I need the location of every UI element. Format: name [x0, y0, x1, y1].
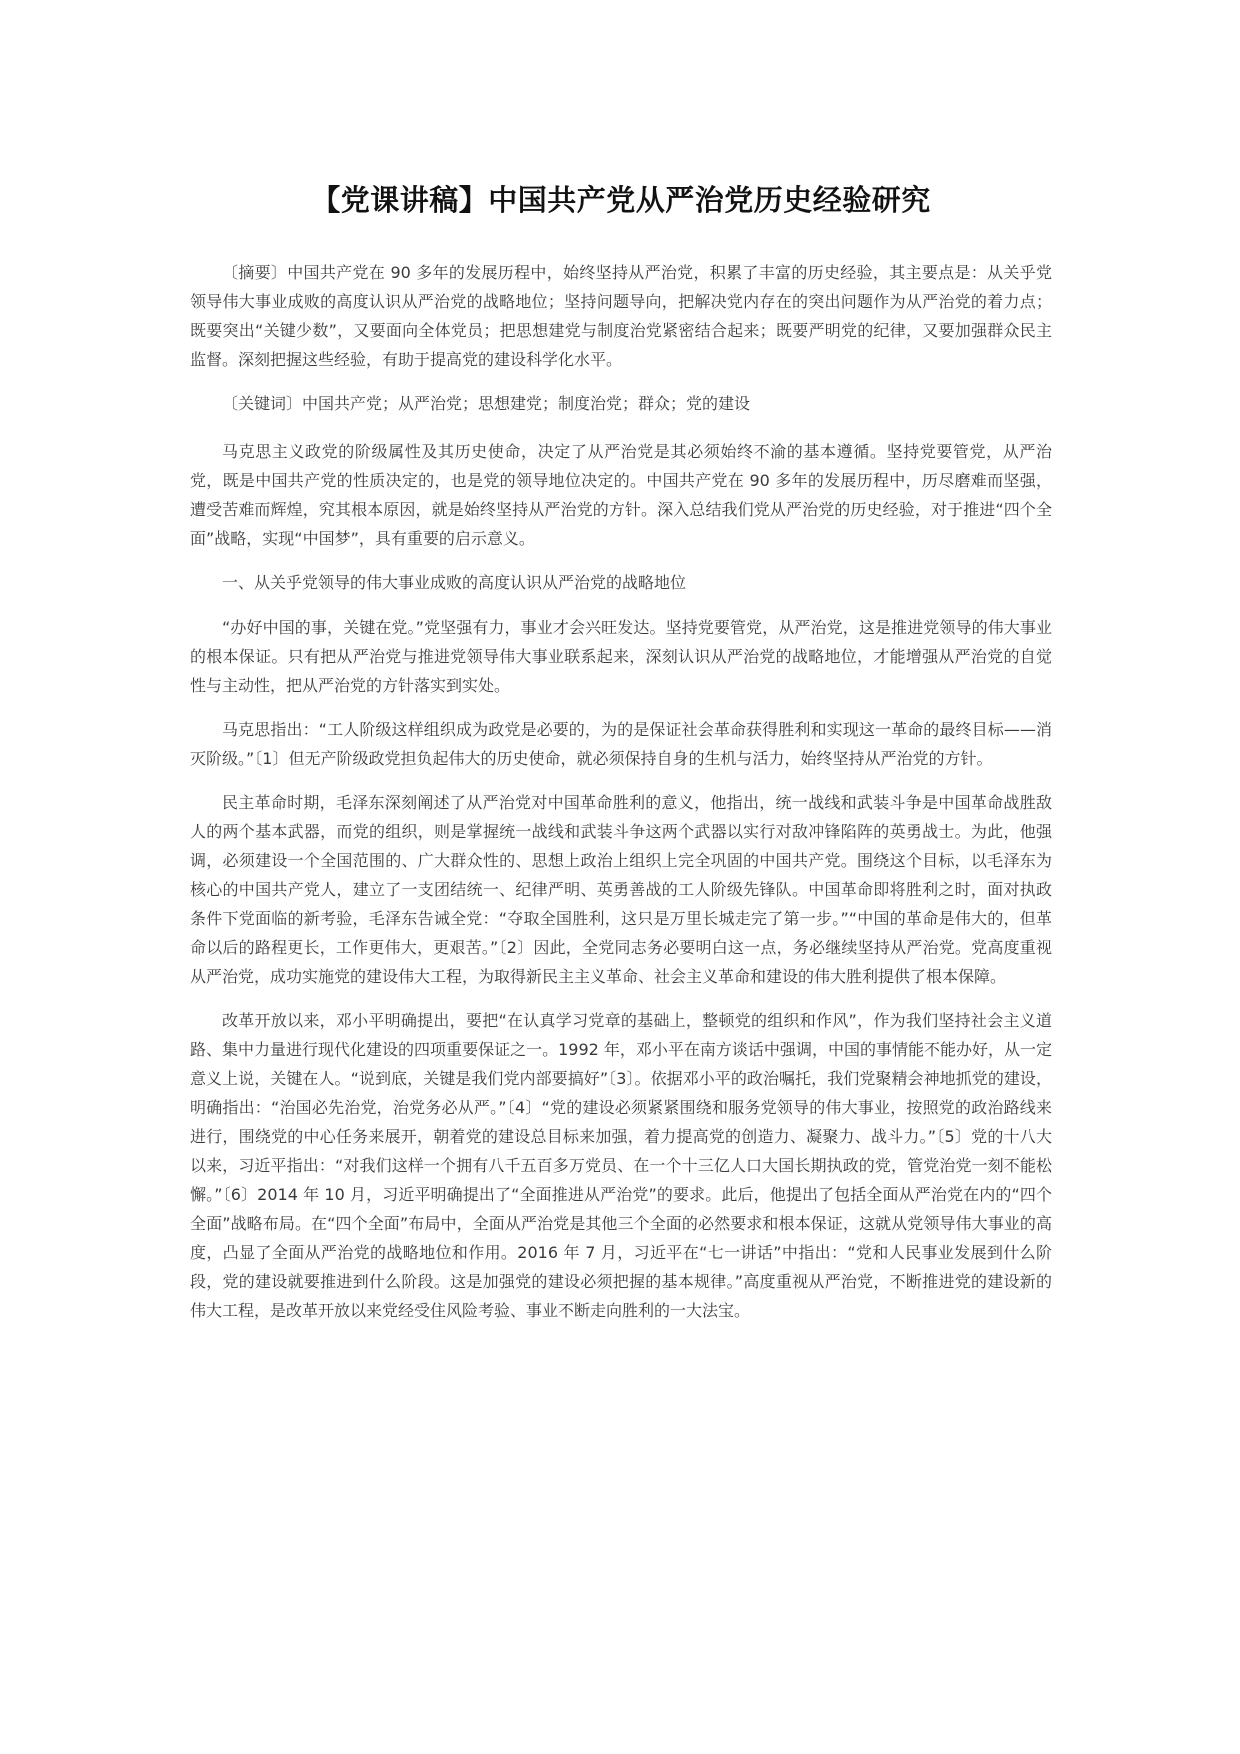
body-paragraph: 马克思指出：“工人阶级这样组织成为政党是必要的，为的是保证社会革命获得胜利和实现这一革命的最终目标——消灭阶级。”〔1〕但无产阶级政党担负起伟大的历史使命，就必须保持自身的生机与活力，始终坚持从严治党的方针。	[190, 720, 1052, 768]
keywords-paragraph: 〔关键词〕中国共产党；从严治党；思想建党；制度治党；群众；党的建设	[222, 394, 751, 413]
document-page	[190, 176, 1052, 1340]
body-paragraph: “办好中国的事，关键在党。”党坚强有力，事业才会兴旺发达。坚持党要管党，从严治党，这是推进党领导的伟大事业的根本保证。只有把从严治党与推进党领导伟大事业联系起来，深刻认识从严治党的战略地位，才能增强从严治党的自觉性与主动性，把从严治党的方针落实到实处。	[190, 618, 1052, 695]
document-title: 【党课讲稿】中国共产党从严治党历史经验研究	[311, 183, 931, 217]
body-paragraph: 改革开放以来，邓小平明确提出，要把“在认真学习党章的基础上，整顿党的组织和作风”，作为我们坚持社会主义道路、集中力量进行现代化建设的四项重要保证之一。1992 年，邓小平在南方谈话中强调，中国的事情能不能办好，从一定意义上说，关键在人。“说到底，关键是我们党内部要搞好”〔3〕。依据邓小平的政治嘱托，我们党聚精会神地抓党的建设，明确指出：“治国必先治党，治党务必从严。”〔4〕“党的建设必须紧紧围绕和服务党领导的伟大事业，按照党的政治路线来进行，围绕党的中心任务来展开，朝着党的建设总目标来加强，着力提高党的创造力、凝聚力、战斗力。”〔5〕党的十八大以来，习近平指出：“对我们这样一个拥有八千五百多万党员、在一个十三亿人口大国长期执政的党，管党治党一刻不能松懈。”〔6〕2014 年 10 月，习近平明确提出了“全面推进从严治党”的要求。此后，他提出了包括全面从严治党在内的“四个全面”战略布局。在“四个全面”布局中，全面从严治党是其他三个全面的必然要求和根本保证，这就从党领导伟大事业的高度，凸显了全面从严治党的战略地位和作用。2016 年 7 月，习近平在“七一讲话”中指出：“党和人民事业发展到什么阶段，党的建设就要推进到什么阶段。这是加强党的建设必须把握的基本规律。”高度重视从严治党，不断推进党的建设新的伟大工程，是改革开放以来党经受住风险考验、事业不断走向胜利的一大法宝。	[190, 1011, 1052, 1320]
body-paragraph: 民主革命时期，毛泽东深刻阐述了从严治党对中国革命胜利的意义，他指出，统一战线和武装斗争是中国革命战胜敌人的两个基本武器，而党的组织，则是掌握统一战线和武装斗争这两个武器以实行对敌冲锋陷阵的英勇战士。为此，他强调，必须建设一个全国范围的、广大群众性的、思想上政治上组织上完全巩固的中国共产党。围绕这个目标，以毛泽东为核心的中国共产党人，建立了一支团结统一、纪律严明、英勇善战的工人阶级先锋队。中国革命即将胜利之时，面对执政条件下党面临的新考验，毛泽东告诫全党：“夺取全国胜利，这只是万里长城走完了第一步。”“中国的革命是伟大的，但革命以后的路程更长，工作更伟大，更艰苦。”〔2〕因此，全党同志务必要明白这一点，务必继续坚持从严治党。党高度重视从严治党，成功实施党的建设伟大工程，为取得新民主主义革命、社会主义革命和建设的伟大胜利提供了根本保障。	[190, 793, 1052, 986]
intro-paragraph: 马克思主义政党的阶级属性及其历史使命，决定了从严治党是其必须始终不渝的基本遵循。坚持党要管党，从严治党，既是中国共产党的性质决定的，也是党的领导地位决定的。中国共产党在 90 多年的发展历程中，历尽磨难而坚强，遭受苦难而辉煌，究其根本原因，就是始终坚持从严治党的方针。深入总结我们党从严治党的历史经验，对于推进“四个全面”战略，实现“中国梦”，具有重要的启示意义。	[190, 442, 1052, 548]
section-heading: 一、从关乎党领导的伟大事业成败的高度认识从严治党的战略地位	[222, 573, 687, 592]
abstract-paragraph: 〔摘要〕中国共产党在 90 多年的发展历程中，始终坚持从严治党，积累了丰富的历史经验，其主要点是：从关乎党领导伟大事业成败的高度认识从严治党的战略地位；坚持问题导向，把解决党内存在的突出问题作为从严治党的着力点；既要突出“关键少数”，又要面向全体党员；把思想建党与制度治党紧密结合起来；既要严明党的纪律，又要加强群众民主监督。深刻把握这些经验，有助于提高党的建设科学化水平。	[190, 263, 1052, 369]
